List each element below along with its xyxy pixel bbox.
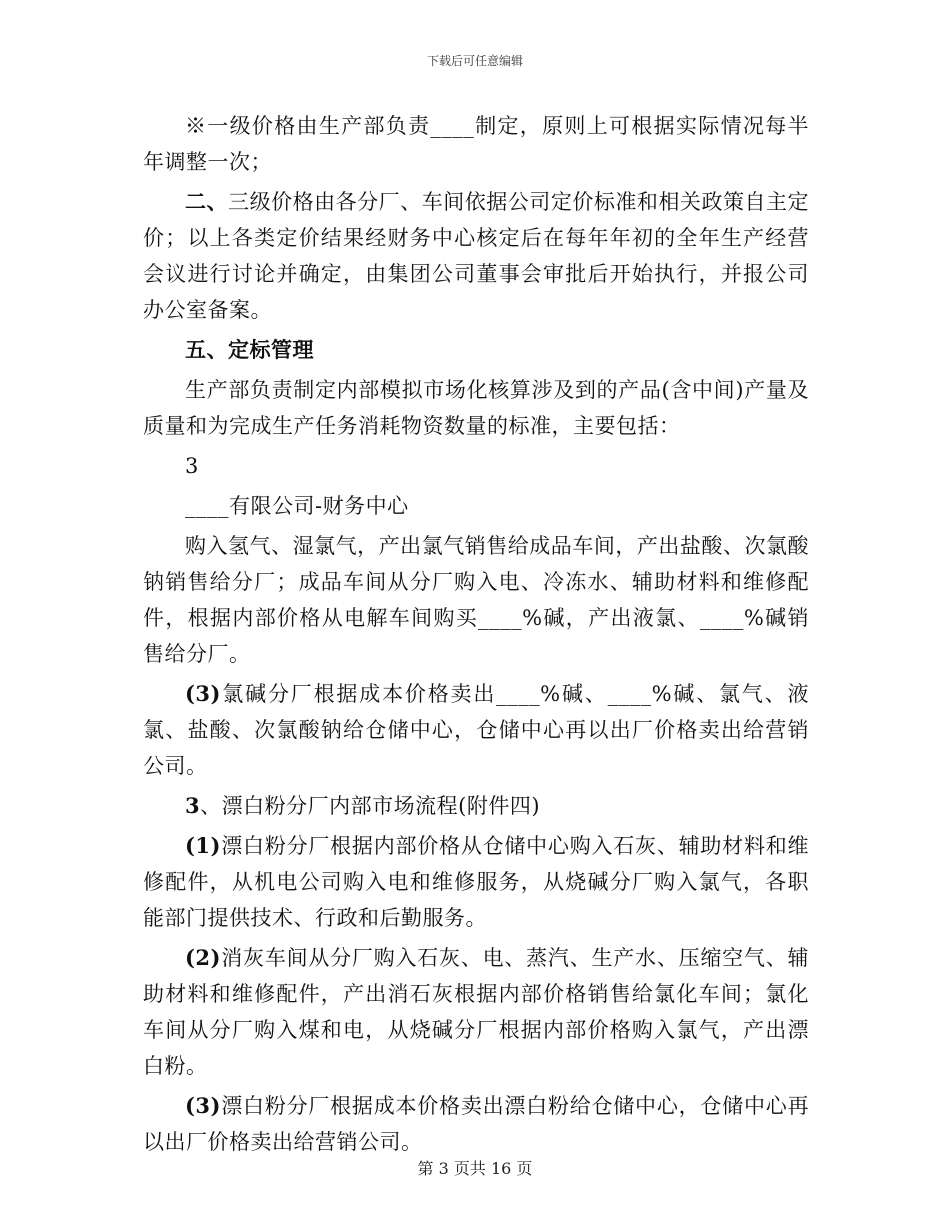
paragraph-text: 3 xyxy=(185,454,199,478)
paragraph-lead: 二、 xyxy=(185,189,229,214)
page-footer: 第 3 页共 16 页 xyxy=(417,1159,533,1178)
paragraph-text: 生产部负责制定内部模拟市场化核算涉及到的产品(含中间)产量及质量和为完成生产任务消耗物资数量的标准，主要包括： xyxy=(143,378,809,438)
page-header: 下载后可任意编辑 xyxy=(426,54,523,68)
paragraph-text: 漂白粉分厂根据内部价格从仓储中心购入石灰、辅助材料和维修配件，从机电公司购入电和维修服务，从烧碱分厂购入氯气，各职能部门提供技术、行政和后勤服务。 xyxy=(143,834,809,930)
document-body xyxy=(143,108,809,1164)
paragraph-text: 购入氢气、湿氯气，产出氯气销售给成品车间，产出盐酸、次氯酸钠销售给分厂；成品车间从分厂购入电、冷冻水、辅助材料和维修配件，根据内部价格从电解车间购买____%碱，产出液氯、____%碱销售给分厂。 xyxy=(143,534,809,666)
paragraph-page-number-3 xyxy=(143,448,809,484)
paragraph-item-1-bleach xyxy=(143,828,809,936)
item-number: (3) xyxy=(185,681,221,706)
paragraph-item-3-bleach-sales xyxy=(143,1088,809,1160)
paragraph-text: ____有限公司-财务中心 xyxy=(185,494,409,518)
item-number: (2) xyxy=(185,945,221,970)
paragraph-text: 漂白粉分厂根据成本价格卖出漂白粉给仓储中心，仓储中心再以出厂价格卖出给营销公司。 xyxy=(143,1094,809,1154)
paragraph-item-3-chlor-alkali xyxy=(143,676,809,784)
paragraph-company-finance xyxy=(143,488,809,524)
paragraph-price-level-one xyxy=(143,108,809,180)
paragraph-price-level-three xyxy=(143,184,809,328)
section-heading: 五、定标管理 xyxy=(185,337,314,362)
paragraph-text: 三级价格由各分厂、车间依据公司定价标准和相关政策自主定价；以上各类定价结果经财务中心核定后在每年年初的全年生产经营会议进行讨论并确定，由集团公司董事会审批后开始执行，并报公司办公室备案。 xyxy=(143,190,810,322)
section-heading-standards xyxy=(143,332,809,368)
paragraph-bleach-flow-heading xyxy=(143,788,809,824)
paragraph-text: ※一级价格由生产部负责____制定，原则上可根据实际情况每半年调整一次； xyxy=(143,114,809,174)
paragraph-text: 消灰车间从分厂购入石灰、电、蒸汽、生产水、压缩空气、辅助材料和维修配件，产出消石灰根据内部价格销售给氯化车间；氯化车间从分厂购入煤和电，从烧碱分厂根据内部价格购入氯气，产出漂白粉。 xyxy=(143,946,809,1078)
paragraph-standards-intro xyxy=(143,372,809,444)
paragraph-purchase-flow xyxy=(143,528,809,672)
item-number: 3 xyxy=(185,793,201,818)
item-number: (3) xyxy=(185,1093,221,1118)
paragraph-text: 、漂白粉分厂内部市场流程(附件四) xyxy=(200,794,541,818)
paragraph-item-2-lime xyxy=(143,940,809,1084)
paragraph-text: 氯碱分厂根据成本价格卖出____%碱、____%碱、氯气、液氯、盐酸、次氯酸钠给仓储中心，仓储中心再以出厂价格卖出给营销公司。 xyxy=(143,682,809,778)
item-number: (1) xyxy=(185,833,221,858)
